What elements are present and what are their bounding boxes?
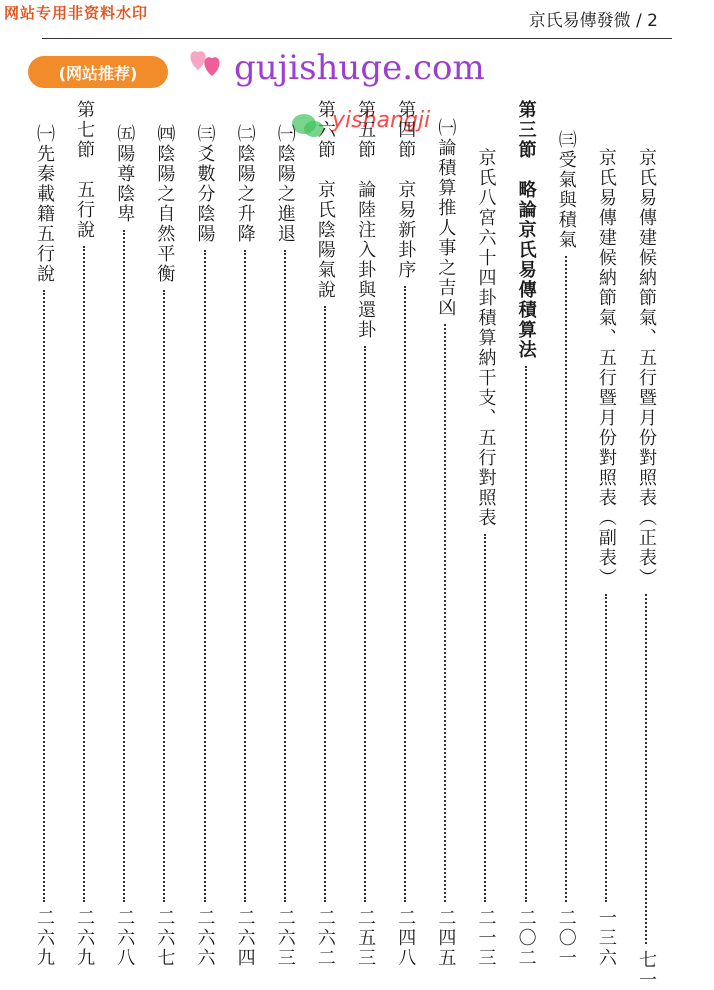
toc-entry-title: ㈢爻數分陰陽 bbox=[194, 124, 216, 244]
toc-entry-title: 第六節 京氏陰陽氣說 bbox=[314, 100, 336, 300]
toc-entry bbox=[192, 124, 218, 968]
toc-entry-page: 二六九 bbox=[74, 908, 96, 968]
toc-entry bbox=[111, 124, 137, 968]
toc-entry-page: 二六三 bbox=[274, 908, 296, 968]
toc-dot-leader bbox=[525, 366, 527, 902]
toc-entry bbox=[71, 100, 97, 968]
toc-dot-leader bbox=[43, 290, 45, 902]
toc-entry bbox=[392, 100, 418, 968]
toc-dot-leader bbox=[324, 306, 326, 902]
toc-entry-title: 第四節 京易新卦序 bbox=[395, 100, 417, 280]
toc-dot-leader bbox=[204, 250, 206, 902]
toc-entry bbox=[432, 118, 458, 968]
hearts-icon bbox=[184, 40, 228, 84]
watermark-wechat: yishangji bbox=[332, 108, 431, 133]
toc-entry-page: 二〇二 bbox=[515, 908, 537, 968]
toc-entry-title: 第五節 論陸注入卦與還卦 bbox=[355, 100, 377, 340]
toc-entry bbox=[232, 124, 258, 968]
toc-entry-page: 二五三 bbox=[355, 908, 377, 968]
toc-entry bbox=[553, 130, 579, 968]
toc-dot-leader bbox=[83, 246, 85, 902]
toc-entry bbox=[593, 148, 619, 968]
toc-entry-page: 一三六 bbox=[595, 908, 617, 968]
toc-entry bbox=[31, 124, 57, 968]
toc-entry-page: 二六九 bbox=[34, 908, 55, 968]
toc-dot-leader bbox=[484, 534, 486, 902]
toc-dot-leader bbox=[565, 256, 567, 902]
toc-entry bbox=[472, 148, 498, 968]
toc-entry-title: ㈢受氣與積氣 bbox=[555, 130, 577, 250]
toc-entry-page: 二四五 bbox=[435, 908, 457, 968]
toc-entry-page: 二六八 bbox=[114, 908, 136, 968]
toc-entry bbox=[352, 100, 378, 968]
toc-dot-leader bbox=[605, 594, 607, 902]
toc-entry-page: 二四八 bbox=[395, 908, 417, 968]
toc-entry-title: ㈤陽尊陰卑 bbox=[114, 124, 136, 224]
toc-entry-page: 二六六 bbox=[194, 908, 216, 968]
toc-entry bbox=[312, 100, 338, 968]
toc-entry-title: 第七節 五行說 bbox=[74, 100, 96, 240]
toc-dot-leader bbox=[244, 250, 246, 902]
toc-entry-page: 七一 bbox=[636, 950, 657, 990]
toc-entry-page: 二六二 bbox=[314, 908, 336, 968]
toc-entry-page: 二〇一 bbox=[555, 908, 577, 968]
toc-entry bbox=[151, 124, 177, 968]
page-header: 京氏易傳發微 / 2 bbox=[528, 11, 658, 31]
toc-entry-title: 京氏易傳建候納節氣、五行暨月份對照表（正表） bbox=[636, 148, 657, 588]
toc-entry bbox=[272, 124, 298, 968]
watermark-site: gujishuge.com bbox=[234, 48, 485, 88]
watermark-top-left: 网站专用非资料水印 bbox=[4, 4, 149, 22]
toc-entry-page: 二六四 bbox=[234, 908, 256, 968]
toc-dot-leader bbox=[163, 290, 165, 902]
toc-entry-title: 第三節 略論京氏易傳積算法 bbox=[515, 100, 537, 360]
toc-entry-title: ㈡陰陽之升降 bbox=[234, 124, 256, 244]
toc-entry-title: ㈣陰陽之自然平衡 bbox=[154, 124, 176, 284]
toc-entry bbox=[633, 148, 659, 990]
toc-dot-leader bbox=[645, 594, 647, 944]
toc-entry-title: 京氏易傳建候納節氣、五行暨月份對照表（副表） bbox=[595, 148, 617, 588]
toc-entry-title: ㈠論積算推人事之吉凶 bbox=[435, 118, 457, 318]
toc-dot-leader bbox=[284, 250, 286, 902]
toc-dot-leader bbox=[444, 324, 446, 902]
toc-entry-title: 京氏八宮六十四卦積算納干支、五行對照表 bbox=[475, 148, 497, 528]
toc-dot-leader bbox=[364, 346, 366, 902]
toc-entry bbox=[513, 100, 539, 968]
toc-dot-leader bbox=[404, 286, 406, 902]
header-rule bbox=[42, 38, 672, 39]
watermark-badge: (网站推荐) bbox=[28, 56, 168, 88]
toc-entry-title: ㈠先秦載籍五行說 bbox=[34, 124, 55, 284]
toc-dot-leader bbox=[123, 230, 125, 902]
toc-entry-page: 二六七 bbox=[154, 908, 176, 968]
toc-entry-title: ㈠陰陽之進退 bbox=[274, 124, 296, 244]
toc-entry-page: 二一三 bbox=[475, 908, 497, 968]
